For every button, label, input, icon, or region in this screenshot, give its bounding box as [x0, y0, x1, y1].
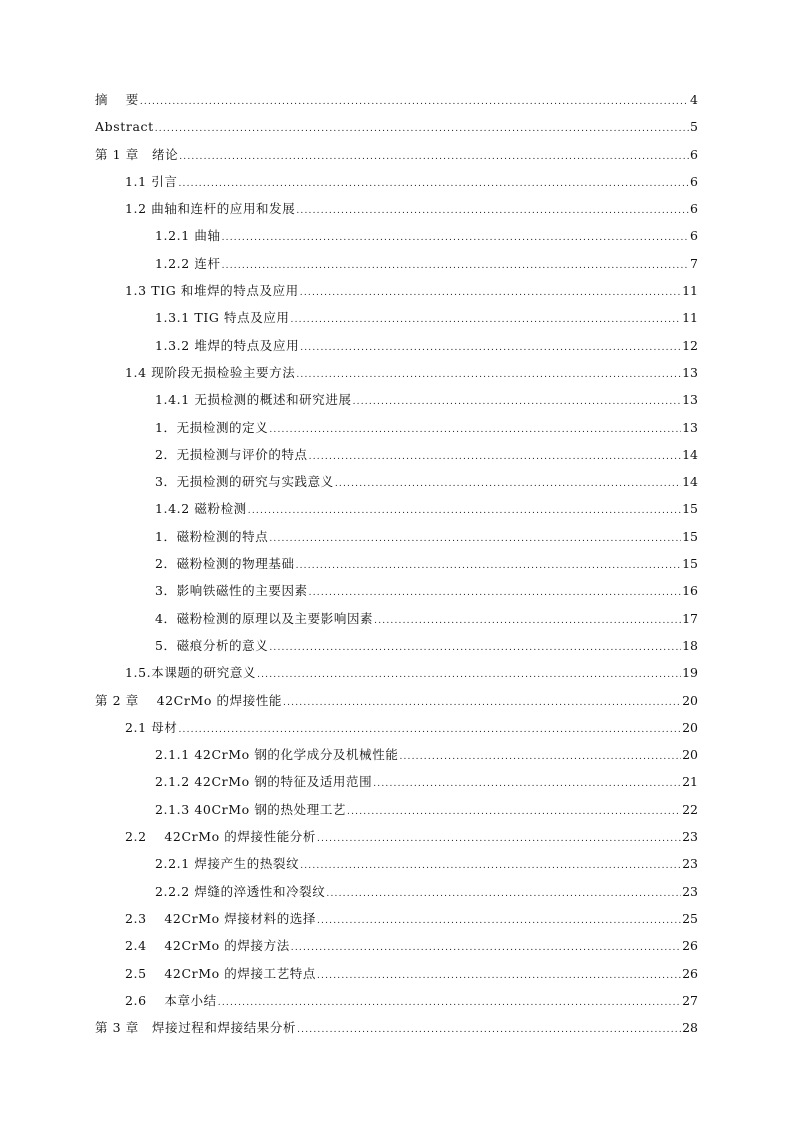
toc-entry-title: 第 3 章 焊接过程和焊接结果分析	[95, 1020, 297, 1036]
toc-entry-page-number: 11	[682, 283, 698, 299]
toc-dot-leader	[296, 198, 689, 225]
toc-entry-title: 1.4 现阶段无损检验主要方法	[125, 364, 296, 380]
toc-entry-page-number: 27	[682, 992, 698, 1008]
toc-entry[interactable]	[95, 277, 698, 304]
toc-entry-title: Abstract	[95, 119, 154, 135]
toc-entry-title: 2.2 42CrMo 的焊接性能分析	[125, 829, 316, 845]
toc-entry-page-number: 15	[682, 528, 698, 544]
toc-entry-page-number: 23	[682, 883, 698, 899]
toc-entry-page-number: 25	[682, 910, 698, 926]
toc-entry-title: 2.4 42CrMo 的焊接方法	[125, 938, 290, 954]
toc-entry-title: 1.2.2 连杆	[155, 255, 221, 271]
toc-entry-page-number: 20	[682, 747, 698, 763]
toc-entry[interactable]	[95, 577, 698, 604]
toc-entry-title: 1.2 曲轴和连杆的应用和发展	[125, 201, 296, 217]
toc-entry-page-number: 18	[682, 637, 698, 653]
toc-entry[interactable]	[95, 741, 698, 768]
toc-dot-leader	[140, 89, 689, 116]
toc-entry-page-number: 5	[690, 119, 698, 135]
toc-dot-leader	[218, 990, 681, 1017]
toc-dot-leader	[248, 498, 681, 525]
toc-entry[interactable]	[95, 878, 698, 905]
toc-entry-title: 1.2.1 曲轴	[155, 228, 221, 244]
toc-entry-title: 1.1 引言	[125, 173, 178, 189]
toc-entry[interactable]	[95, 768, 698, 795]
toc-entry-page-number: 23	[682, 856, 698, 872]
toc-entry-title: 2.1.2 42CrMo 钢的特征及适用范围	[155, 774, 373, 790]
toc-entry-page-number: 15	[682, 501, 698, 517]
toc-entry[interactable]	[95, 796, 698, 823]
toc-dot-leader	[179, 144, 689, 171]
toc-entry[interactable]	[95, 113, 698, 140]
toc-entry-title: 1.3 TIG 和堆焊的特点及应用	[125, 283, 299, 299]
toc-dot-leader	[269, 526, 681, 553]
toc-entry-title: 2．磁粉检测的物理基础	[155, 556, 295, 572]
toc-entry[interactable]	[95, 687, 698, 714]
toc-entry-page-number: 6	[690, 173, 698, 189]
toc-entry-title: 1.3.1 TIG 特点及应用	[155, 310, 290, 326]
toc-entry[interactable]	[95, 932, 698, 959]
toc-entry-title: 4．磁粉检测的原理以及主要影响因素	[155, 610, 374, 626]
toc-dot-leader	[291, 307, 682, 334]
toc-entry-page-number: 13	[682, 392, 698, 408]
toc-entry[interactable]	[95, 441, 698, 468]
toc-dot-leader	[178, 171, 689, 198]
toc-dot-leader	[269, 635, 681, 662]
toc-entry-page-number: 26	[682, 938, 698, 954]
toc-entry-title: 2.5 42CrMo 的焊接工艺特点	[125, 965, 316, 981]
toc-dot-leader	[317, 908, 681, 935]
toc-entry[interactable]	[95, 495, 698, 522]
toc-dot-leader	[326, 881, 681, 908]
table-of-contents	[95, 86, 698, 1041]
toc-entry[interactable]	[95, 605, 698, 632]
toc-entry[interactable]	[95, 86, 698, 113]
toc-entry-page-number: 23	[682, 829, 698, 845]
toc-entry-page-number: 13	[682, 419, 698, 435]
toc-entry-title: 1.4.2 磁粉检测	[155, 501, 247, 517]
toc-dot-leader	[374, 608, 681, 635]
toc-dot-leader	[155, 116, 689, 143]
toc-dot-leader	[296, 362, 681, 389]
toc-entry[interactable]	[95, 850, 698, 877]
toc-dot-leader	[347, 799, 681, 826]
toc-entry-title: 2.1.3 40CrMo 钢的热处理工艺	[155, 801, 347, 817]
toc-entry-page-number: 26	[682, 965, 698, 981]
toc-entry-page-number: 12	[682, 337, 698, 353]
toc-dot-leader	[335, 471, 681, 498]
toc-dot-leader	[353, 389, 682, 416]
toc-entry[interactable]	[95, 250, 698, 277]
toc-entry[interactable]	[95, 550, 698, 577]
toc-entry[interactable]	[95, 141, 698, 168]
toc-entry-page-number: 7	[690, 255, 698, 271]
toc-entry[interactable]	[95, 195, 698, 222]
toc-dot-leader	[269, 417, 681, 444]
toc-dot-leader	[296, 553, 682, 580]
toc-dot-leader	[300, 280, 681, 307]
toc-entry-page-number: 6	[690, 146, 698, 162]
toc-entry-title: 3．影响铁磁性的主要因素	[155, 583, 308, 599]
toc-entry[interactable]	[95, 414, 698, 441]
toc-entry-page-number: 17	[682, 610, 698, 626]
toc-entry-title: 1．无损检测的定义	[155, 419, 269, 435]
toc-dot-leader	[222, 253, 689, 280]
toc-dot-leader	[309, 580, 681, 607]
toc-dot-leader	[317, 826, 681, 853]
toc-dot-leader	[297, 1017, 681, 1044]
toc-entry-page-number: 22	[682, 801, 698, 817]
toc-entry-title: 1.4.1 无损检测的概述和研究进展	[155, 392, 352, 408]
toc-entry[interactable]	[95, 304, 698, 331]
toc-dot-leader	[300, 335, 681, 362]
toc-entry[interactable]	[95, 222, 698, 249]
toc-entry-page-number: 16	[682, 583, 698, 599]
toc-entry[interactable]	[95, 823, 698, 850]
toc-entry[interactable]	[95, 523, 698, 550]
toc-entry-page-number: 15	[682, 556, 698, 572]
toc-entry-title: 2.1.1 42CrMo 钢的化学成分及机械性能	[155, 747, 399, 763]
toc-entry-page-number: 13	[682, 364, 698, 380]
toc-dot-leader	[291, 935, 681, 962]
toc-entry[interactable]	[95, 659, 698, 686]
toc-entry[interactable]	[95, 960, 698, 987]
toc-entry-page-number: 20	[682, 692, 698, 708]
toc-dot-leader	[257, 662, 681, 689]
toc-dot-leader	[399, 744, 681, 771]
toc-entry-title: 5．磁痕分析的意义	[155, 637, 269, 653]
toc-entry-page-number: 28	[682, 1020, 698, 1036]
toc-dot-leader	[373, 771, 681, 798]
toc-entry-title: 第 1 章 绪论	[95, 146, 179, 162]
toc-entry-page-number: 4	[690, 92, 698, 107]
toc-entry[interactable]	[95, 168, 698, 195]
toc-entry-title: 1.3.2 堆焊的特点及应用	[155, 337, 300, 353]
toc-entry[interactable]	[95, 987, 698, 1014]
toc-entry-title: 2.6 本章小结	[125, 992, 217, 1008]
toc-entry[interactable]	[95, 632, 698, 659]
toc-entry-title: 2.3 42CrMo 焊接材料的选择	[125, 910, 316, 926]
toc-entry-title: 第 2 章 42CrMo 的焊接性能	[95, 692, 283, 708]
toc-dot-leader	[309, 444, 681, 471]
toc-entry-page-number: 6	[690, 228, 698, 244]
toc-entry[interactable]	[95, 1014, 698, 1041]
toc-entry-page-number: 14	[682, 446, 698, 462]
toc-dot-leader	[300, 853, 681, 880]
toc-dot-leader	[222, 225, 689, 252]
toc-entry[interactable]	[95, 359, 698, 386]
toc-entry-page-number: 19	[682, 665, 698, 681]
toc-entry-title: 3．无损检测的研究与实践意义	[155, 474, 334, 490]
toc-dot-leader	[178, 717, 681, 744]
toc-dot-leader	[317, 963, 681, 990]
toc-entry-title: 1．磁粉检测的特点	[155, 528, 269, 544]
toc-entry-page-number: 11	[682, 310, 698, 326]
toc-entry-page-number: 14	[682, 474, 698, 490]
toc-entry[interactable]	[95, 905, 698, 932]
toc-entry[interactable]	[95, 714, 698, 741]
toc-entry-title: 2.2.2 焊缝的淬透性和冷裂纹	[155, 883, 326, 899]
toc-entry[interactable]	[95, 386, 698, 413]
toc-dot-leader	[283, 690, 681, 717]
toc-entry[interactable]	[95, 332, 698, 359]
toc-entry-title: 1.5.本课题的研究意义	[125, 665, 257, 681]
toc-entry-title: 2.1 母材	[125, 719, 178, 735]
toc-entry-title: 2．无损检测与评价的特点	[155, 446, 308, 462]
toc-entry-title: 摘 要	[95, 92, 139, 107]
toc-entry-page-number: 20	[682, 719, 698, 735]
toc-entry-page-number: 6	[690, 201, 698, 217]
toc-entry[interactable]	[95, 468, 698, 495]
toc-entry-page-number: 21	[682, 774, 698, 790]
toc-entry-title: 2.2.1 焊接产生的热裂纹	[155, 856, 300, 872]
